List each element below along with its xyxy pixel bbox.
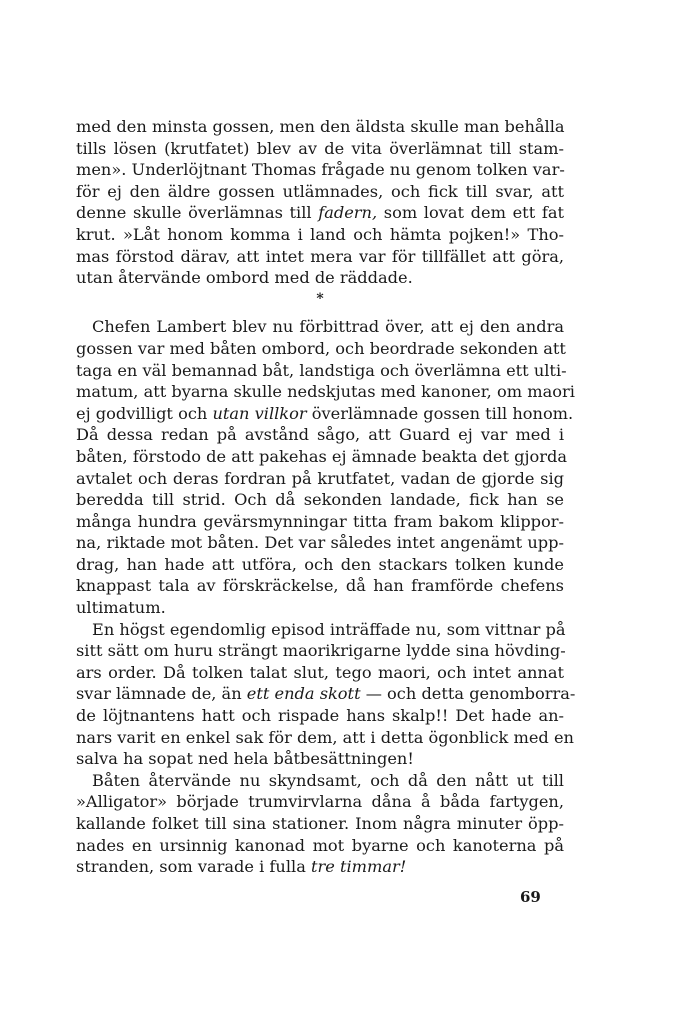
italic-phrase: ett enda skott [246,684,361,704]
text-line: Chefen Lambert blev nu förbittrad över, att ej den andra [92,317,564,337]
text-line: de löjtnantens hatt och rispade hans skalp!! Det hade an- [76,706,564,726]
text-line: kallande folket till sina stationer. Inom några minuter öpp- [76,814,564,833]
text-line: stranden, som varade i fulla tre timmar! [76,857,407,877]
text-line: krut. »Låt honom komma i land och hämta pojken!» Tho- [76,224,564,244]
text-line: mas förstod därav, att intet mera var för tillfället att göra, [76,246,564,266]
text-line: Båten återvände nu skyndsamt, och då den nått ut till [92,770,564,790]
text-line: avtalet och deras fordran på krutfatet, vadan de gjorde sig [76,468,564,488]
paragraph-4 [76,770,564,878]
page-number: 69 [520,888,541,906]
text-line: men». Underlöjtnant Thomas frågade nu genom tolken var- [76,160,565,180]
text-line: ultimatum. [76,598,166,618]
text-line: na, riktade mot båten. Det var således intet angenämt upp- [76,533,564,553]
text-line: En högst egendomlig episod inträffade nu, som vittnar på [92,619,566,639]
text-line: gossen var med båten ombord, och beordrade sekonden att [76,338,566,358]
text-line: tills lösen (krutfatet) blev av de vita överlämnat till stam- [76,138,564,158]
text-line: salva ha sopat ned hela båtbesättningen! [76,749,414,769]
italic-phrase: fadern, [318,203,378,223]
text-line: för ej den äldre gossen utlämnades, och fick till svar, att [76,181,564,201]
text-line: båten, förstodo de att pakehas ej ämnade beakta det gjorda [76,446,568,466]
text-line: Då dessa redan på avstånd sågo, att Guard ej var med i [76,425,564,445]
text-line: ars order. Då tolken talat slut, tego maori, och intet annat [76,662,564,682]
text-line: många hundra gevärsmynningar titta fram bakom klippor- [76,511,564,531]
text-line: sitt sätt om huru strängt maorikrigarne lydde sina hövding- [76,641,566,661]
italic-phrase: utan villkor [212,403,307,423]
section-separator: * [316,290,324,307]
text-line: med den minsta gossen, men den äldsta skulle man behålla [76,117,565,136]
italic-phrase: tre timmar! [311,857,407,877]
paragraph-2 [76,316,575,618]
text-line: nades en ursinnig kanonad mot byarne och kanoterna på [76,835,564,855]
paragraph-1 [76,116,564,289]
text-line: knappast tala av förskräckelse, då han framförde chefens [76,576,564,596]
text-line: nars varit en enkel sak för dem, att i detta ögonblick med en [76,727,574,747]
text-line: beredda till strid. Och då sekonden landade, fick han se [76,490,564,510]
text-line: svar lämnade de, än ett enda skott — och detta genomborra- [76,684,576,704]
text-line: taga en väl bemannad båt, landstiga och överlämna ett ulti- [76,360,567,380]
text-line: denne skulle överlämnas till fadern, som lovat dem ett fat [76,203,564,223]
text-line: »Alligator» började trumvirvlarna dåna å båda fartygen, [76,792,564,812]
text-line: ej godvilligt och utan villkor överlämnade gossen till honom. [76,403,574,423]
text-line: drag, han hade att utföra, och den stackars tolken kunde [76,554,564,574]
text-line: matum, att byarna skulle nedskjutas med kanoner, om maori [76,382,575,402]
text-line: utan återvände ombord med de räddade. [76,268,413,288]
paragraph-3 [76,619,576,770]
book-page-text [76,116,576,878]
